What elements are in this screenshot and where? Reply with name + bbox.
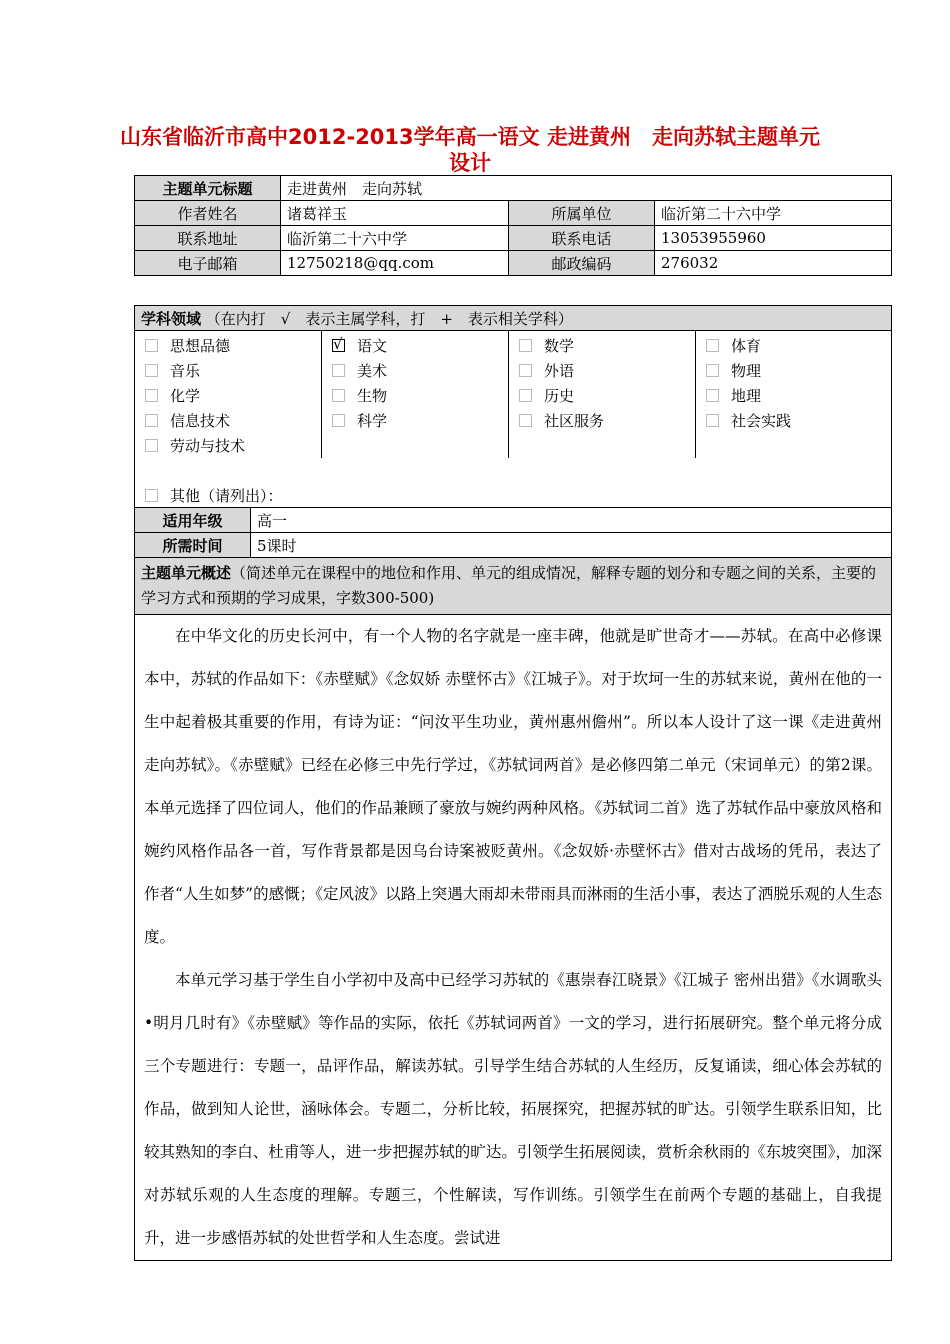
- subject-option[interactable]: [696, 383, 882, 408]
- subject-option-label: 生物: [357, 387, 388, 405]
- email-label: 电子邮箱: [135, 251, 281, 276]
- address-value: 临沂第二十六中学: [281, 226, 509, 251]
- grade-label: 适用年级: [135, 508, 251, 533]
- subject-column: [321, 331, 508, 458]
- subject-option-label: 体育: [731, 337, 762, 355]
- checked-checkbox-icon[interactable]: [332, 339, 345, 352]
- address-label: 联系地址: [135, 226, 281, 251]
- subject-option-label: 地理: [731, 387, 762, 405]
- phone-label: 联系电话: [509, 226, 655, 251]
- subject-option-label: 社会实践: [731, 412, 792, 430]
- checkbox-icon[interactable]: [145, 439, 158, 452]
- subject-option[interactable]: [696, 358, 882, 383]
- overview-body: [135, 615, 892, 1261]
- subject-option-label: 语文: [357, 337, 388, 355]
- subject-option-label: 社区服务: [544, 412, 605, 430]
- subject-option-label: 历史: [544, 387, 575, 405]
- overview-note: （简述单元在课程中的地位和作用、单元的组成情况，解释专题的划分和专题之间的关系，主要的学习方式和预期的学习成果，字数300-500): [141, 564, 877, 607]
- org-value: 临沂第二十六中学: [655, 201, 892, 226]
- org-label: 所属单位: [509, 201, 655, 226]
- subject-option[interactable]: [509, 358, 695, 383]
- checkbox-icon[interactable]: [145, 389, 158, 402]
- checkbox-icon[interactable]: [519, 339, 532, 352]
- subject-header: [135, 306, 892, 331]
- checkbox-icon[interactable]: [332, 364, 345, 377]
- checkbox-icon[interactable]: [145, 414, 158, 427]
- subject-option-label: 劳动与技术: [170, 437, 246, 455]
- checkbox-icon[interactable]: [145, 339, 158, 352]
- subject-column: [508, 331, 695, 458]
- checkbox-icon[interactable]: [706, 364, 719, 377]
- author-label: 作者姓名: [135, 201, 281, 226]
- subject-option[interactable]: [696, 333, 882, 358]
- theme-value: 走进黄州 走向苏轼: [281, 176, 892, 201]
- subject-option[interactable]: [135, 408, 321, 433]
- main-table: [134, 305, 892, 1261]
- overview-header: [135, 558, 892, 615]
- subject-option[interactable]: [509, 333, 695, 358]
- subject-column: [135, 331, 321, 507]
- subject-option-label: 思想品德: [170, 337, 231, 355]
- subject-option[interactable]: [509, 383, 695, 408]
- subject-option[interactable]: [135, 383, 321, 408]
- checkbox-icon[interactable]: [332, 389, 345, 402]
- subject-option-label: 美术: [357, 362, 388, 380]
- subject-option[interactable]: [322, 383, 508, 408]
- info-table: [134, 175, 892, 276]
- subject-option[interactable]: [322, 408, 508, 433]
- subject-option-label: 音乐: [170, 362, 201, 380]
- subject-header-note: （在内打 √ 表示主属学科，打 + 表示相关学科）: [205, 309, 573, 328]
- overview-paragraph-2: 本单元学习基于学生自小学初中及高中已经学习苏轼的《惠崇春江晓景》《江城子 密州出猎》《水调歌头•明月几时有》《赤壁赋》等作品的实际，依托《苏轼词两首》一文的学习，进行拓展研究。整个单元将分成三个专题进行：专题一，品评作品，解读苏轼。引导学生结合苏轼的人生经历，反复诵读，细心体会苏轼的作品，做到知人论世，涵咏体会。专题二，分析比较，拓展探究，把握苏轼的旷达。引领学生联系旧知，比较其熟知的李白、杜甫等人，进一步把握苏轼的旷达。引领学生拓展阅读，赏析余秋雨的《东坡突围》，加深对苏轼乐观的人生态度的理解。专题三，个性解读，写作训练。引领学生在前两个专题的基础上，自我提升，进一步感悟苏轼的处世哲学和人生态度。尝试进: [144, 971, 882, 1247]
- checkbox-icon[interactable]: [519, 414, 532, 427]
- subject-option[interactable]: [322, 333, 508, 358]
- subject-other-label: 其他（请列出）：: [170, 487, 283, 505]
- checkbox-icon[interactable]: [332, 414, 345, 427]
- subject-option[interactable]: [696, 408, 882, 433]
- zip-label: 邮政编码: [509, 251, 655, 276]
- overview-paragraph-1: 在中华文化的历史长河中，有一个人物的名字就是一座丰碑，他就是旷世奇才——苏轼。在高中必修课本中，苏轼的作品如下：《赤壁赋》《念奴娇 赤壁怀古》《江城子》。对于坎坷一生的苏轼来说，黄州在他的一生中起着极其重要的作用，有诗为证：“问汝平生功业，黄州惠州儋州”。所以本人设计了这一课《走进黄州 走向苏轼》。《赤壁赋》已经在必修三中先行学过，《苏轼词两首》是必修四第二单元（宋词单元）的第2课。本单元选择了四位词人，他们的作品兼顾了豪放与婉约两种风格。《苏轼词二首》选了苏轼作品中豪放风格和婉约风格作品各一首，写作背景都是因乌台诗案被贬黄州。《念奴娇·赤壁怀古》借对古战场的凭吊，表达了作者“人生如梦”的感慨；《定风波》以路上突遇大雨却未带雨具而淋雨的生活小事，表达了洒脱乐观的人生态度。: [144, 627, 882, 946]
- subject-checklist: [135, 331, 892, 508]
- document-title: 山东省临沂市高中2012-2013学年高一语文 走进黄州 走向苏轼主题单元设计: [120, 125, 820, 175]
- subject-option-label: 数学: [544, 337, 575, 355]
- checkbox-icon[interactable]: [706, 414, 719, 427]
- checkbox-icon[interactable]: [706, 389, 719, 402]
- subject-option[interactable]: [135, 333, 321, 358]
- subject-option-label: 信息技术: [170, 412, 231, 430]
- theme-label: 主题单元标题: [135, 176, 281, 201]
- subject-option[interactable]: [135, 433, 321, 458]
- subject-option-label: 物理: [731, 362, 762, 380]
- subject-column: [695, 331, 882, 458]
- time-value: 5课时: [251, 533, 892, 558]
- checkbox-icon[interactable]: [706, 339, 719, 352]
- subject-option[interactable]: [135, 358, 321, 383]
- subject-option[interactable]: [322, 358, 508, 383]
- subject-header-label: 学科领域: [141, 309, 202, 328]
- grade-value: 高一: [251, 508, 892, 533]
- zip-value: 276032: [655, 251, 892, 276]
- overview-label: 主题单元概述: [141, 564, 232, 582]
- email-value: 12750218@qq.com: [281, 251, 509, 276]
- subject-other-option[interactable]: [135, 483, 283, 508]
- time-label: 所需时间: [135, 533, 251, 558]
- checkbox-icon[interactable]: [145, 364, 158, 377]
- author-value: 诸葛祥玉: [281, 201, 509, 226]
- subject-option-label: 化学: [170, 387, 201, 405]
- subject-option-label: 科学: [357, 412, 388, 430]
- checkbox-icon[interactable]: [519, 389, 532, 402]
- checkbox-icon[interactable]: [145, 489, 158, 502]
- checkbox-icon[interactable]: [519, 364, 532, 377]
- phone-value: 13053955960: [655, 226, 892, 251]
- subject-option-label: 外语: [544, 362, 575, 380]
- subject-option[interactable]: [509, 408, 695, 433]
